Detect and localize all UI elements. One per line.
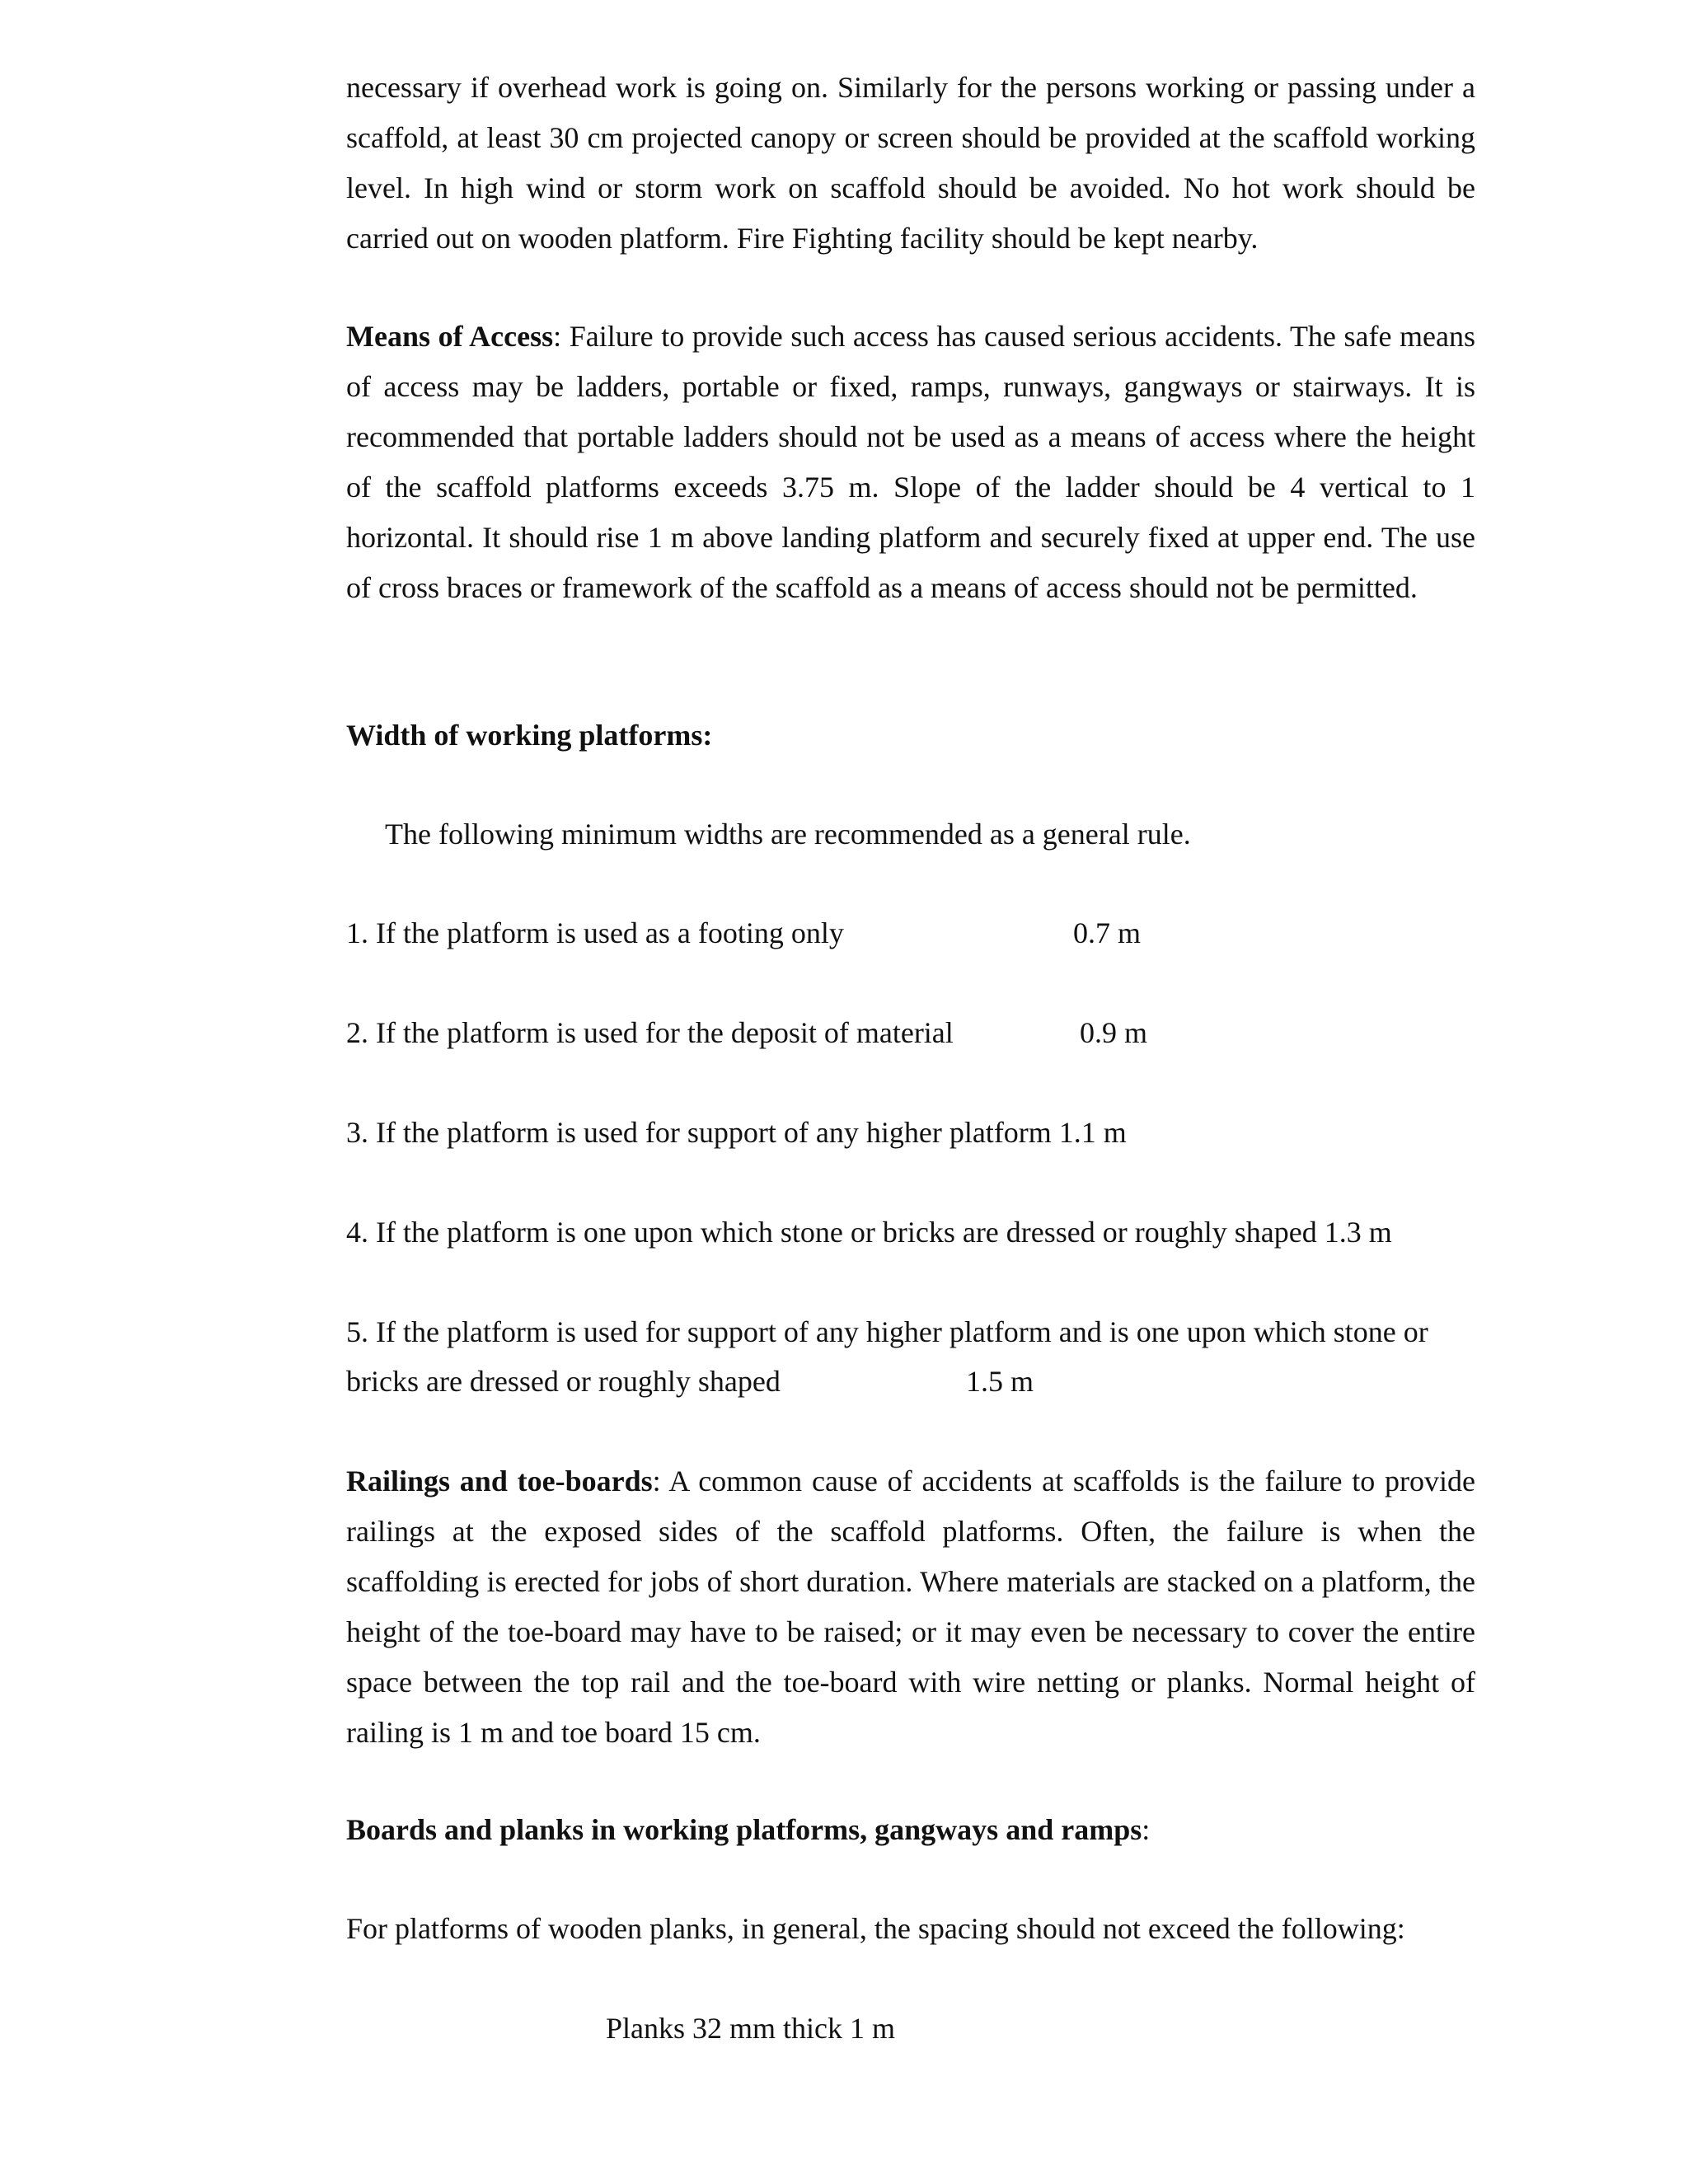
means-of-access-heading: Means of Access [346,320,554,353]
width-item-5-value: 1.5 m [966,1365,1034,1398]
railings-heading: Railings and toe-boards [346,1465,653,1497]
boards-heading: Boards and planks in working platforms, gangways and ramps [346,1813,1142,1846]
width-item-2-text: 2. If the platform is used for the deposit of material [346,1016,954,1049]
means-of-access-paragraph [346,312,1475,613]
width-item-1-value: 0.7 m [1073,916,1142,949]
boards-heading-line [346,1805,1150,1855]
intro-paragraph: necessary if overhead work is going on. Similarly for the persons working or passing under a scaffold, at least 30 cm projected canopy or screen should be provided at the scaffold working level. In high wind or storm work on scaffold should be avoided. No hot work should be carried out on wooden platform. Fire Fighting facility should be kept nearby. [346,71,1475,255]
width-item-1-text: 1. If the platform is used as a footing only [346,916,844,949]
boards-heading-suffix: : [1142,1813,1151,1846]
railings-paragraph [346,1456,1475,1758]
width-section-intro: The following minimum widths are recommended as a general rule. [385,818,1191,851]
width-section-heading: Width of working platforms: [346,719,713,752]
boards-item: Planks 32 mm thick 1 m [606,2012,895,2045]
width-item-2-value: 0.9 m [1080,1016,1148,1049]
boards-intro: For platforms of wooden planks, in general, the spacing should not exceed the following: [346,1912,1405,1945]
width-item-4-text: 4. If the platform is one upon which stone or bricks are dressed or roughly shaped 1.3 m [346,1216,1392,1249]
railings-text: : A common cause of accidents at scaffolds is the failure to provide railings at the exposed sides of the scaffold platforms. Often, the failure is when the scaffolding is erected for jobs of short duration. Where materials are stacked on a platform, the height of the toe-board may have to be raised; or it may even be necessary to cover the entire space between the top rail and the toe-board with wire netting or planks. Normal height of railing is 1 m and toe board 15 cm. [346,1465,1475,1749]
means-of-access-text: : Failure to provide such access has caused serious accidents. The safe means of access may be ladders, portable or fixed, ramps, runways, gangways or stairways. It is recommended that portable ladders should not be used as a means of access where the height of the scaffold platforms exceeds 3.75 m. Slope of the ladder should be 4 vertical to 1 horizontal. It should rise 1 m above landing platform and securely fixed at upper end. The use of cross braces or framework of the scaffold as a means of access should not be permitted. [346,320,1475,604]
width-item-5-line1: 5. If the platform is used for support of any higher platform and is one upon which stone or [346,1315,1428,1348]
width-item-3-text: 3. If the platform is used for support of any higher platform 1.1 m [346,1116,1127,1149]
width-item-5-line2: bricks are dressed or roughly shaped [346,1365,781,1398]
